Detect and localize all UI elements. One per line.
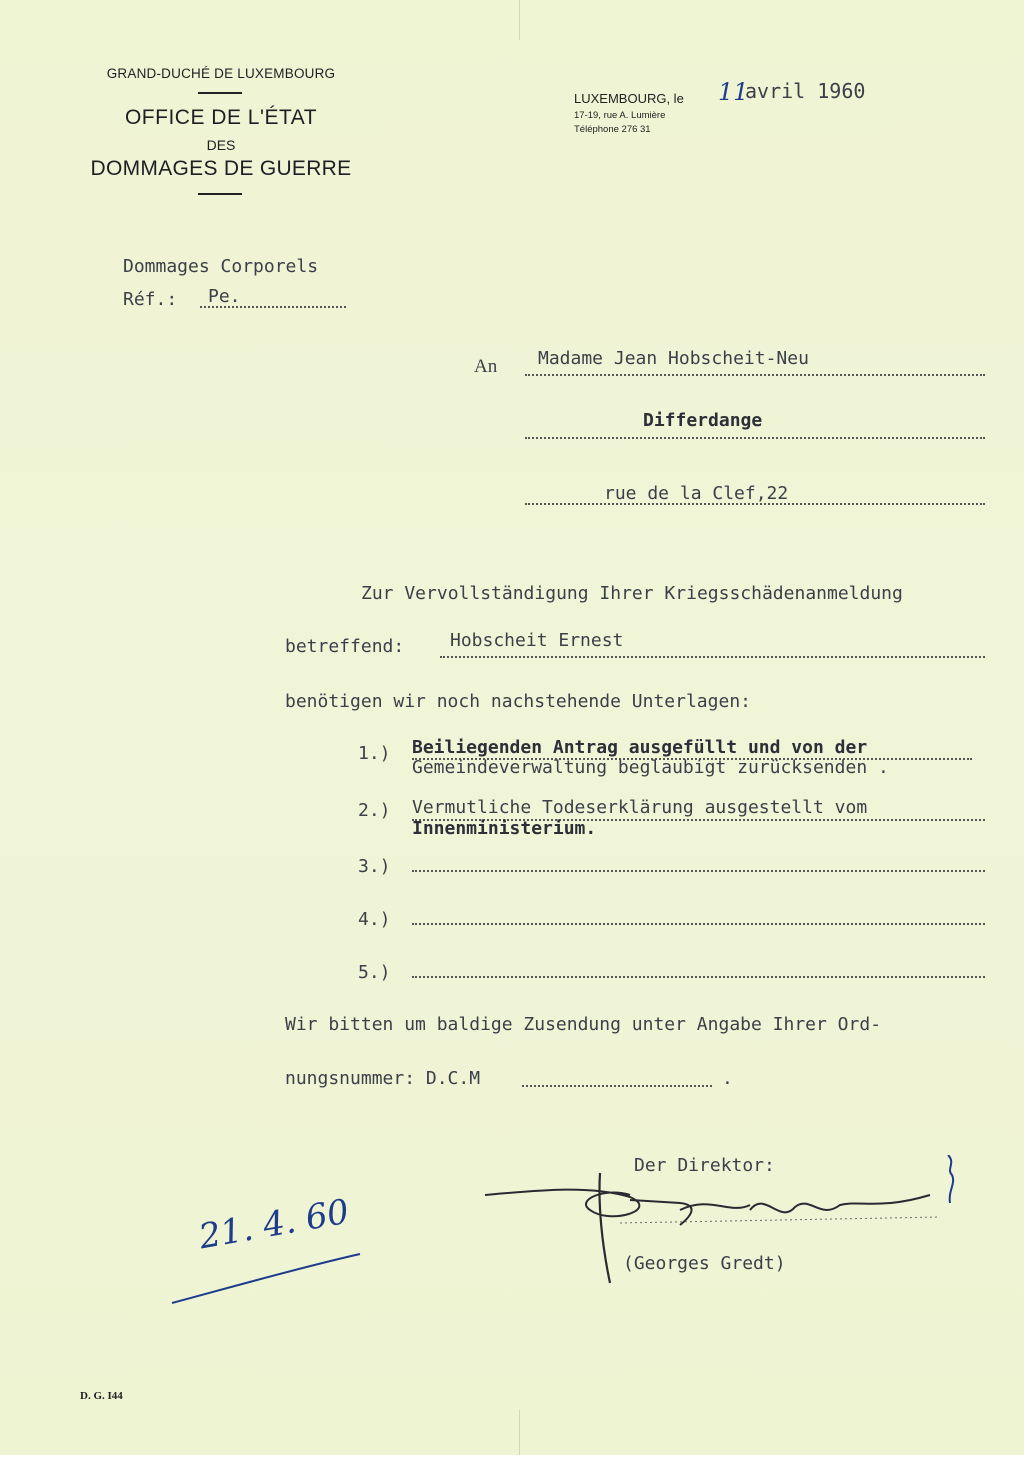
dateline-phone: Téléphone 276 31 xyxy=(574,124,651,135)
list-item-dots xyxy=(412,976,985,978)
dateline-day: 11 xyxy=(718,78,749,106)
letterhead-rule-top xyxy=(198,92,242,94)
signature-title: Der Direktor: xyxy=(634,1155,775,1176)
letterhead-dommages: DOMMAGES DE GUERRE xyxy=(90,157,352,180)
handwritten-underline xyxy=(168,1248,368,1308)
list-item-number: 3.) xyxy=(358,856,391,877)
concerning-label: betreffend: xyxy=(285,636,405,657)
list-item-number: 5.) xyxy=(358,962,391,983)
request-dots xyxy=(522,1085,712,1087)
list-item-text-line1: Vermutliche Todeserklärung ausgestellt vom xyxy=(412,797,868,818)
list-item-number: 4.) xyxy=(358,909,391,930)
list-item-dots xyxy=(412,923,985,925)
list-item-text-line2: Gemeindeverwaltung beglaubigt zurücksenden . xyxy=(412,757,889,778)
dateline-date: avril 1960 xyxy=(745,79,866,103)
body-needed: benötigen wir noch nachstehende Unterlagen: xyxy=(285,691,751,712)
list-item-number: 2.) xyxy=(358,800,391,821)
request-end: . xyxy=(722,1068,733,1089)
recipient-town-dots xyxy=(525,437,985,439)
concerning-dots xyxy=(440,656,985,658)
letterhead-rule-bottom xyxy=(198,193,242,195)
list-item-text-line2: Innenministerium. xyxy=(412,818,597,839)
request-line2: nungsnummer: D.C.M xyxy=(285,1068,481,1089)
list-item-text-line1: Beiliegenden Antrag ausgefüllt und von der xyxy=(412,737,868,758)
fold-mark-top xyxy=(519,0,520,40)
page-bottom-margin xyxy=(0,1455,1024,1467)
list-item-dots xyxy=(412,870,985,872)
recipient-street: rue de la Clef,22 xyxy=(604,483,789,504)
letterhead-country: GRAND-DUCHÉ DE LUXEMBOURG xyxy=(106,66,336,81)
request-line1: Wir bitten um baldige Zusendung unter Angabe Ihrer Ord- xyxy=(285,1014,882,1035)
dateline-city: LUXEMBOURG, le xyxy=(574,91,684,106)
ref-label: Réf.: xyxy=(123,289,178,310)
recipient-an-label: An xyxy=(474,356,498,377)
concerning-value: Hobscheit Ernest xyxy=(450,630,624,651)
recipient-name: Madame Jean Hobscheit-Neu xyxy=(538,348,809,369)
form-code: D. G. I44 xyxy=(80,1390,123,1402)
letterhead-des: DES xyxy=(206,137,236,153)
recipient-name-dots xyxy=(525,374,985,376)
dateline-address: 17-19, rue A. Lumière xyxy=(574,110,666,121)
ref-value: Pe. xyxy=(208,286,241,307)
handwritten-date: 21. 4. 60 xyxy=(196,1191,353,1258)
department-label: Dommages Corporels xyxy=(123,256,319,277)
fold-mark-bottom xyxy=(519,1410,520,1455)
letterhead-office: OFFICE DE L'ÉTAT xyxy=(124,106,318,129)
body-intro: Zur Vervollständigung Ihrer Kriegsschädenanmeldung xyxy=(361,583,903,604)
list-item-number: 1.) xyxy=(358,743,391,764)
recipient-town: Differdange xyxy=(643,410,763,431)
signatory-name: (Georges Gredt) xyxy=(623,1253,786,1274)
